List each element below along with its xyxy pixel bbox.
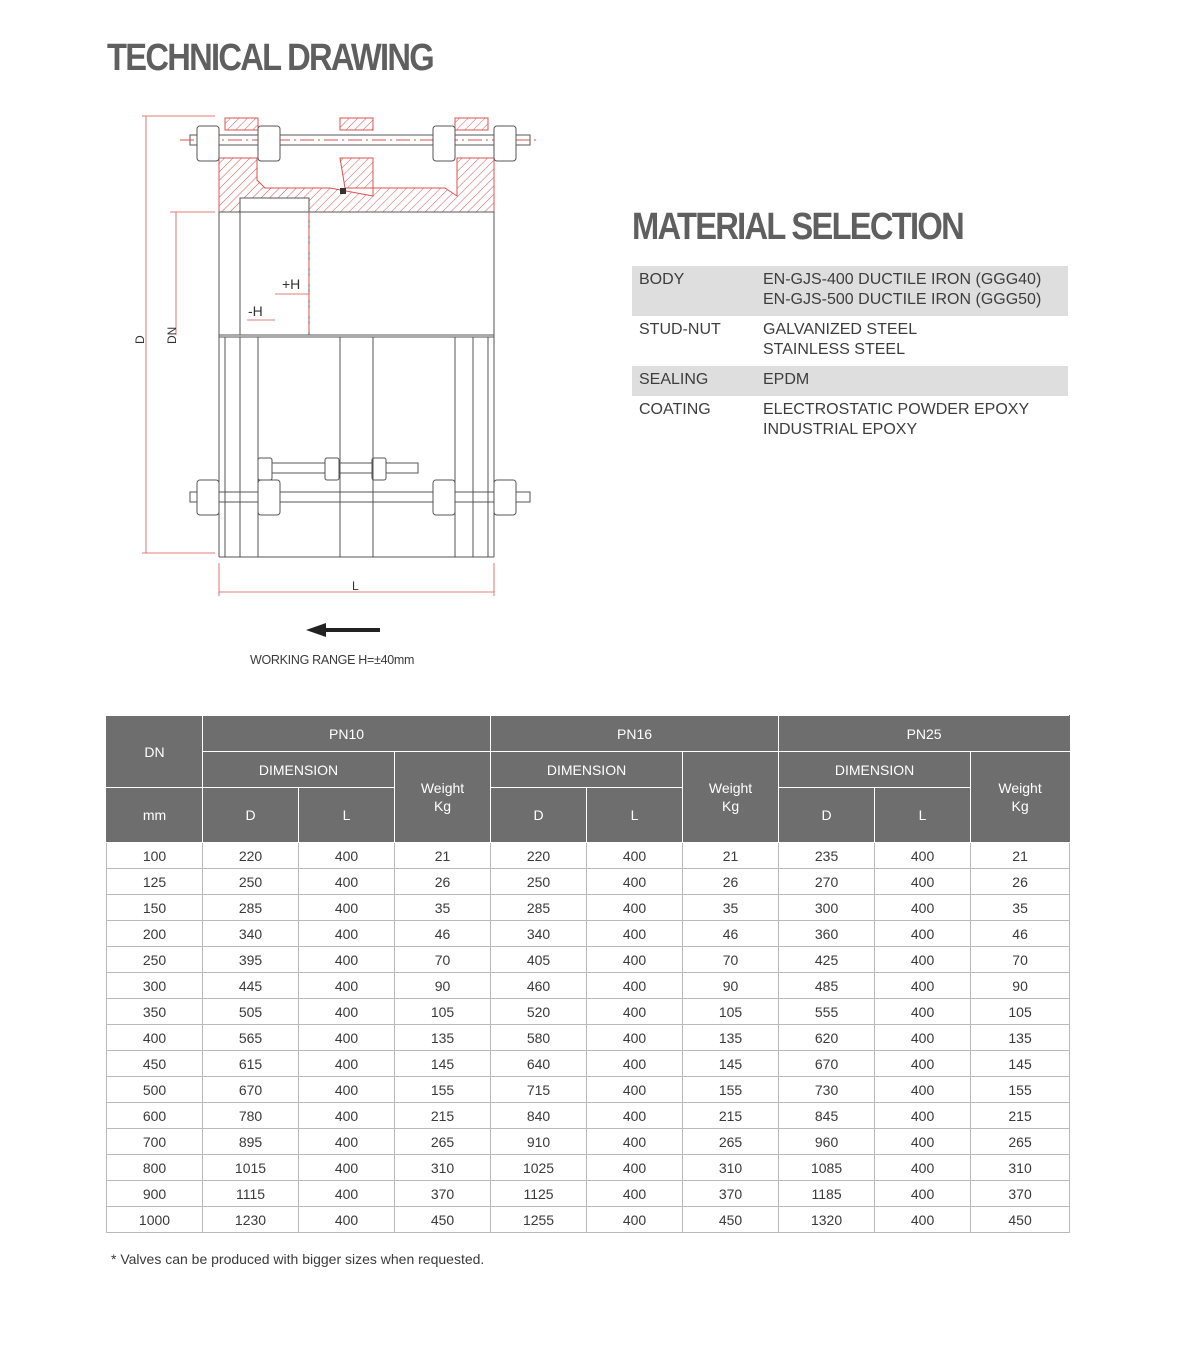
table-cell: 400 — [587, 895, 683, 921]
table-cell: 845 — [779, 1103, 875, 1129]
table-cell: 600 — [107, 1103, 203, 1129]
table-cell: 1015 — [203, 1155, 299, 1181]
table-cell: 960 — [779, 1129, 875, 1155]
table-cell: 135 — [395, 1025, 491, 1051]
plus-h-label: +H — [282, 276, 301, 292]
table-cell: 730 — [779, 1077, 875, 1103]
table-cell: 400 — [875, 947, 971, 973]
table-cell: 400 — [875, 869, 971, 895]
table-cell: 300 — [107, 973, 203, 999]
table-cell: 400 — [299, 1103, 395, 1129]
material-value: EN-GJS-400 DUCTILE IRON (GGG40) — [763, 271, 1042, 288]
table-body — [107, 843, 1070, 1233]
table-cell: 400 — [299, 895, 395, 921]
dimension-header: DIMENSION — [203, 752, 395, 788]
table-cell: 155 — [971, 1077, 1070, 1103]
table-row — [107, 999, 1070, 1025]
table-cell: 400 — [587, 1181, 683, 1207]
table-cell: 265 — [971, 1129, 1070, 1155]
table-cell: 70 — [683, 947, 779, 973]
table-cell: 35 — [395, 895, 491, 921]
table-cell: 400 — [875, 1077, 971, 1103]
pn10-header: PN10 — [203, 716, 491, 752]
table-cell: 400 — [875, 1129, 971, 1155]
table-cell: 400 — [299, 1181, 395, 1207]
dimension-header: DIMENSION — [491, 752, 683, 788]
l-header: L — [875, 788, 971, 843]
table-row — [107, 921, 1070, 947]
table-cell: 425 — [779, 947, 875, 973]
material-label: STUD-NUT — [639, 321, 721, 338]
dn-label: DN — [165, 326, 179, 344]
table-cell: 400 — [587, 1051, 683, 1077]
table-cell: 1230 — [203, 1207, 299, 1233]
table-cell: 125 — [107, 869, 203, 895]
table-cell: 400 — [875, 973, 971, 999]
table-row — [107, 843, 1070, 869]
table-cell: 360 — [779, 921, 875, 947]
table-cell: 405 — [491, 947, 587, 973]
table-cell: 715 — [491, 1077, 587, 1103]
table-cell: 1320 — [779, 1207, 875, 1233]
pn25-header: PN25 — [779, 716, 1070, 752]
material-list — [632, 266, 1068, 446]
table-cell: 640 — [491, 1051, 587, 1077]
material-value: GALVANIZED STEEL — [763, 321, 918, 338]
table-row — [107, 947, 1070, 973]
material-value: EPDM — [763, 371, 810, 388]
table-cell: 615 — [203, 1051, 299, 1077]
table-cell: 400 — [299, 1025, 395, 1051]
d-label: D — [133, 335, 147, 344]
table-cell: 400 — [587, 1129, 683, 1155]
table-cell: 265 — [395, 1129, 491, 1155]
table-cell: 400 — [875, 1025, 971, 1051]
table-cell: 400 — [587, 1025, 683, 1051]
table-cell: 1185 — [779, 1181, 875, 1207]
table-cell: 400 — [875, 921, 971, 947]
weight-header: Weight Kg — [683, 752, 779, 843]
table-cell: 46 — [971, 921, 1070, 947]
table-cell: 105 — [683, 999, 779, 1025]
material-selection-title: MATERIAL SELECTION — [632, 206, 963, 248]
table-cell: 1125 — [491, 1181, 587, 1207]
table-cell: 250 — [491, 869, 587, 895]
table-cell: 400 — [299, 843, 395, 869]
table-cell: 135 — [971, 1025, 1070, 1051]
table-row — [107, 1051, 1070, 1077]
table-cell: 400 — [107, 1025, 203, 1051]
table-cell: 21 — [971, 843, 1070, 869]
pn16-header: PN16 — [491, 716, 779, 752]
table-cell: 900 — [107, 1181, 203, 1207]
material-row-coating — [632, 396, 1068, 446]
table-cell: 670 — [779, 1051, 875, 1077]
table-cell: 100 — [107, 843, 203, 869]
table-row — [107, 1129, 1070, 1155]
table-cell: 26 — [683, 869, 779, 895]
table-cell: 400 — [299, 973, 395, 999]
l-header: L — [299, 788, 395, 843]
table-cell: 200 — [107, 921, 203, 947]
table-cell: 400 — [299, 1155, 395, 1181]
table-cell: 580 — [491, 1025, 587, 1051]
table-cell: 565 — [203, 1025, 299, 1051]
table-cell: 35 — [683, 895, 779, 921]
material-label: SEALING — [639, 371, 709, 388]
table-cell: 400 — [587, 843, 683, 869]
table-cell: 35 — [971, 895, 1070, 921]
direction-arrow-icon — [306, 623, 380, 637]
material-row-stud-nut — [632, 316, 1068, 366]
technical-drawing-title: TECHNICAL DRAWING — [107, 37, 434, 79]
table-cell: 460 — [491, 973, 587, 999]
table-cell: 155 — [683, 1077, 779, 1103]
seal-marker — [340, 188, 346, 194]
table-cell: 1000 — [107, 1207, 203, 1233]
table-cell: 910 — [491, 1129, 587, 1155]
table-cell: 370 — [683, 1181, 779, 1207]
table-cell: 400 — [875, 843, 971, 869]
table-cell: 400 — [875, 1103, 971, 1129]
table-cell: 285 — [203, 895, 299, 921]
material-value: INDUSTRIAL EPOXY — [763, 421, 918, 438]
table-cell: 400 — [299, 1207, 395, 1233]
material-row-body — [632, 266, 1068, 316]
table-cell: 300 — [779, 895, 875, 921]
specification-table — [106, 715, 1070, 1233]
table-cell: 400 — [587, 869, 683, 895]
table-cell: 505 — [203, 999, 299, 1025]
table-cell: 400 — [875, 895, 971, 921]
table-cell: 400 — [875, 1155, 971, 1181]
table-cell: 155 — [395, 1077, 491, 1103]
table-cell: 400 — [299, 1077, 395, 1103]
table-cell: 840 — [491, 1103, 587, 1129]
table-cell: 395 — [203, 947, 299, 973]
table-cell: 370 — [395, 1181, 491, 1207]
table-cell: 450 — [395, 1207, 491, 1233]
table-cell: 400 — [587, 973, 683, 999]
table-cell: 285 — [491, 895, 587, 921]
table-cell: 1085 — [779, 1155, 875, 1181]
table-cell: 450 — [107, 1051, 203, 1077]
table-row — [107, 1207, 1070, 1233]
table-cell: 800 — [107, 1155, 203, 1181]
l-header: L — [587, 788, 683, 843]
table-cell: 215 — [395, 1103, 491, 1129]
table-cell: 400 — [587, 1077, 683, 1103]
table-row — [107, 973, 1070, 999]
table-cell: 46 — [683, 921, 779, 947]
dn-header: DN — [107, 716, 203, 788]
table-cell: 370 — [971, 1181, 1070, 1207]
weight-header: Weight Kg — [971, 752, 1070, 843]
table-cell: 90 — [971, 973, 1070, 999]
table-cell: 310 — [683, 1155, 779, 1181]
d-header: D — [491, 788, 587, 843]
table-cell: 21 — [395, 843, 491, 869]
table-cell: 26 — [395, 869, 491, 895]
table-cell: 310 — [971, 1155, 1070, 1181]
table-cell: 1115 — [203, 1181, 299, 1207]
d-header: D — [203, 788, 299, 843]
material-label: BODY — [639, 271, 685, 288]
table-cell: 1255 — [491, 1207, 587, 1233]
table-cell: 21 — [683, 843, 779, 869]
table-cell: 400 — [299, 999, 395, 1025]
table-cell: 670 — [203, 1077, 299, 1103]
material-value: ELECTROSTATIC POWDER EPOXY — [763, 401, 1030, 418]
table-cell: 400 — [587, 1155, 683, 1181]
table-cell: 400 — [299, 921, 395, 947]
table-cell: 70 — [395, 947, 491, 973]
technical-drawing — [130, 108, 540, 643]
table-cell: 70 — [971, 947, 1070, 973]
minus-h-label: -H — [248, 303, 263, 319]
table-cell: 215 — [971, 1103, 1070, 1129]
table-cell: 400 — [875, 1207, 971, 1233]
table-row — [107, 1181, 1070, 1207]
table-cell: 400 — [875, 999, 971, 1025]
table-cell: 340 — [203, 921, 299, 947]
table-cell: 1025 — [491, 1155, 587, 1181]
table-cell: 220 — [491, 843, 587, 869]
table-cell: 400 — [299, 1129, 395, 1155]
table-cell: 555 — [779, 999, 875, 1025]
table-cell: 46 — [395, 921, 491, 947]
table-cell: 450 — [971, 1207, 1070, 1233]
table-cell: 445 — [203, 973, 299, 999]
unit-header: mm — [107, 788, 203, 843]
table-cell: 780 — [203, 1103, 299, 1129]
table-cell: 270 — [779, 869, 875, 895]
table-cell: 310 — [395, 1155, 491, 1181]
table-cell: 145 — [971, 1051, 1070, 1077]
table-cell: 895 — [203, 1129, 299, 1155]
footnote: * Valves can be produced with bigger sizes when requested. — [111, 1251, 485, 1267]
material-label: COATING — [639, 401, 711, 418]
table-cell: 250 — [107, 947, 203, 973]
table-cell: 265 — [683, 1129, 779, 1155]
table-cell: 215 — [683, 1103, 779, 1129]
table-cell: 400 — [875, 1181, 971, 1207]
weight-header: Weight Kg — [395, 752, 491, 843]
table-cell: 450 — [683, 1207, 779, 1233]
table-cell: 400 — [587, 999, 683, 1025]
table-cell: 400 — [299, 947, 395, 973]
material-value: STAINLESS STEEL — [763, 341, 905, 358]
working-range-note: WORKING RANGE H=±40mm — [250, 653, 415, 667]
table-row — [107, 1025, 1070, 1051]
table-cell: 400 — [587, 1103, 683, 1129]
table-cell: 105 — [395, 999, 491, 1025]
table-cell: 400 — [587, 1207, 683, 1233]
table-cell: 90 — [395, 973, 491, 999]
table-cell: 485 — [779, 973, 875, 999]
table-cell: 500 — [107, 1077, 203, 1103]
table-cell: 400 — [875, 1051, 971, 1077]
table-row — [107, 1077, 1070, 1103]
table-cell: 700 — [107, 1129, 203, 1155]
table-cell: 400 — [587, 947, 683, 973]
table-cell: 520 — [491, 999, 587, 1025]
table-cell: 250 — [203, 869, 299, 895]
dimension-header: DIMENSION — [779, 752, 971, 788]
table-cell: 350 — [107, 999, 203, 1025]
table-cell: 400 — [587, 921, 683, 947]
table-cell: 150 — [107, 895, 203, 921]
table-row — [107, 1103, 1070, 1129]
table-row — [107, 895, 1070, 921]
table-cell: 90 — [683, 973, 779, 999]
table-cell: 220 — [203, 843, 299, 869]
material-row-sealing — [632, 366, 1068, 396]
table-cell: 145 — [683, 1051, 779, 1077]
table-cell: 135 — [683, 1025, 779, 1051]
table-row — [107, 869, 1070, 895]
table-cell: 26 — [971, 869, 1070, 895]
table-cell: 105 — [971, 999, 1070, 1025]
table-row — [107, 1155, 1070, 1181]
table-cell: 235 — [779, 843, 875, 869]
material-value: EN-GJS-500 DUCTILE IRON (GGG50) — [763, 291, 1042, 308]
table-cell: 340 — [491, 921, 587, 947]
l-label: L — [352, 579, 359, 593]
table-cell: 400 — [299, 869, 395, 895]
table-cell: 145 — [395, 1051, 491, 1077]
d-header: D — [779, 788, 875, 843]
table-cell: 400 — [299, 1051, 395, 1077]
table-cell: 620 — [779, 1025, 875, 1051]
